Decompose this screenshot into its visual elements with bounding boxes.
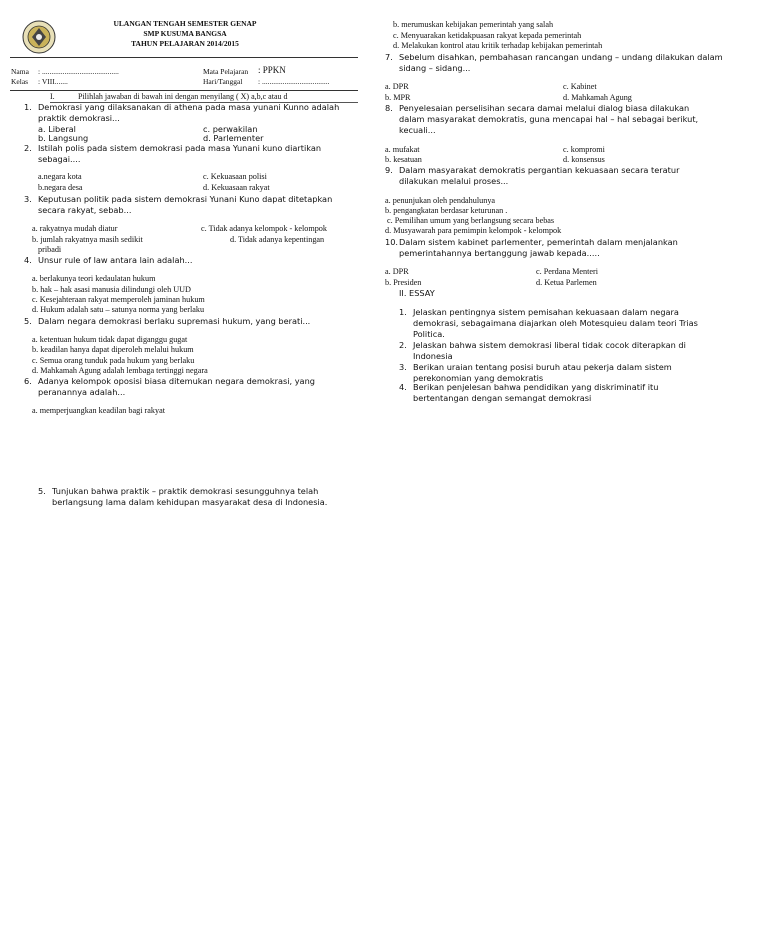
q2-option-b[interactable]: b.negara desa (38, 183, 83, 192)
header-divider (10, 57, 358, 58)
nama-label: Nama (11, 67, 29, 76)
q9-option-a[interactable]: a. penunjukan oleh pendahulunya (385, 196, 496, 205)
q5-option-d[interactable]: d. Mahkamah Agung adalah lembaga tertinggi negara (32, 366, 208, 375)
q10-number: 10. (385, 237, 399, 247)
q6-text: Adanya kelompok oposisi biasa ditemukan negara demokrasi, yang peranannya adalah... (38, 376, 315, 397)
essay2-text: Jelaskan bahwa sistem demokrasi liberal tidak cocok diterapkan di Indonesia (413, 340, 686, 361)
q5-option-c[interactable]: c. Semua orang tunduk pada hukum yang berlaku (32, 356, 195, 365)
q4-text: Unsur rule of law antara lain adalah... (38, 255, 193, 265)
q4-option-a[interactable]: a. berlakunya teori kedaulatan hukum (32, 274, 156, 283)
essay2-number: 2. (399, 340, 407, 350)
q1-option-a[interactable]: a. Liberal (38, 124, 76, 134)
q7-option-a[interactable]: a. DPR (385, 82, 409, 91)
q2-option-a[interactable]: a.negara kota (38, 172, 82, 181)
q10-option-c[interactable]: c. Perdana Menteri (536, 267, 599, 276)
q10-option-a[interactable]: a. DPR (385, 267, 409, 276)
q9-text: Dalam masyarakat demokratis pergantian kekuasaan secara teratur dilakukan melalui proses... (399, 165, 680, 186)
essay1-number: 1. (399, 307, 407, 317)
exam-title: ULANGAN TENGAH SEMESTER GENAP (113, 19, 257, 28)
q7-text: Sebelum disahkan, pembahasan rancangan undang – undang dilakukan dalam sidang – sidang... (399, 52, 723, 73)
school-logo-icon (22, 20, 56, 54)
q3-number: 3. (24, 194, 32, 204)
q8-option-d[interactable]: d. konsensus (563, 155, 605, 164)
school-name: SMP KUSUMA BANGSA (143, 29, 227, 38)
q1-text: Demokrasi yang dilaksanakan di athena pada masa yunani Kunno adalah praktik demokrasi... (38, 102, 340, 123)
essay5-text: Tunjukan bahwa praktik – praktik demokrasi sesungguhnya telah berlangsung lama dalam kehidupan masyarakat desa di Indonesia. (52, 486, 328, 507)
q6-option-c[interactable]: c. Menyuarakan ketidakpuasan rakyat kepada pemerintah (393, 31, 582, 40)
q9-option-b[interactable]: b. pengangkatan berdasar keturunan . (385, 206, 508, 215)
q9-number: 9. (385, 165, 393, 175)
section-instruction: Pilihlah jawaban di bawah ini dengan menyilang ( X) a,b,c atau d (78, 92, 288, 101)
q1-number: 1. (24, 102, 32, 112)
q10-option-d[interactable]: d. Ketua Parlemen (536, 278, 597, 287)
essay3-number: 3. (399, 362, 407, 372)
hari-label: Hari/Tanggal (203, 77, 243, 86)
q6-option-b[interactable]: b. merumuskan kebijakan pemerintah yang salah (393, 20, 554, 29)
nama-field[interactable]: : ......................................... (38, 67, 119, 76)
q4-option-d[interactable]: d. Hukum adalah satu – satunya norma yang berlaku (32, 305, 205, 314)
q2-option-c[interactable]: c. Kekuasaan polisi (203, 172, 267, 181)
q10-option-b[interactable]: b. Presiden (385, 278, 422, 287)
essay3-text: Berikan uraian tentang posisi buruh atau pekerja dalam sistem perekonomian yang demokratis (413, 362, 672, 383)
hari-field[interactable]: : .................................... (258, 77, 330, 86)
essay1-text: Jelaskan pentingnya sistem pemisahan kekuasaan dalam negara demokrasi, sebagaimana diajarkan oleh Motesquieu dalam teori Trias Politica. (413, 307, 698, 339)
q5-option-b[interactable]: b. keadilan hanya dapat diperoleh melalui hukum (32, 345, 194, 354)
q1-option-b[interactable]: b. Langsung (38, 133, 89, 143)
kelas-field[interactable]: : VIII....... (38, 77, 68, 86)
q1-option-d[interactable]: d. Parlementer (203, 133, 264, 143)
q8-text: Penyelesaian perselisihan secara damai melalui dialog biasa dilakukan dalam masyarakat demokratis, guna mencapai hal – hal sebagai berikut, kecuali... (399, 103, 699, 135)
identity-divider (10, 90, 358, 91)
essay4-number: 4. (399, 382, 407, 392)
q5-text: Dalam negara demokrasi berlaku supremasi hukum, yang berati... (38, 316, 311, 326)
q2-option-d[interactable]: d. Kekuasaan rakyat (203, 183, 270, 192)
mapel-label: Mata Pelajaran (203, 67, 249, 76)
q6-number: 6. (24, 376, 32, 386)
essay5-number: 5. (38, 486, 46, 496)
q7-option-d[interactable]: d. Mahkamah Agung (563, 93, 632, 102)
q8-option-c[interactable]: c. kompromi (563, 145, 605, 154)
mapel-field: : PPKN (258, 65, 286, 75)
q7-option-b[interactable]: b. MPR (385, 93, 411, 102)
q8-option-a[interactable]: a. mufakat (385, 145, 420, 154)
kelas-label: Kelas (11, 77, 29, 86)
q6-option-d[interactable]: d. Melakukan kontrol atau kritik terhadap kebijakan pemerintah (393, 41, 603, 50)
q3-option-c[interactable]: c. Tidak adanya kelompok - kelompok (201, 224, 327, 233)
q3-text: Keputusan politik pada sistem demokrasi Yunani Kuno dapat ditetapkan secara rakyat, sebab... (38, 194, 333, 215)
section-number: I. (50, 92, 55, 101)
q5-option-a[interactable]: a. ketentuan hukum tidak dapat diganggu gugat (32, 335, 188, 344)
q4-option-c[interactable]: c. Kesejahteraan rakyat memperoleh jaminan hukum (32, 295, 205, 304)
q3-option-d[interactable]: d. Tidak adanya kepentingan (230, 235, 325, 244)
q3-option-d-cont: pribadi (38, 245, 62, 254)
q3-option-b[interactable]: b. jumlah rakyatnya masih sedikit (32, 235, 143, 244)
q8-number: 8. (385, 103, 393, 113)
q6-option-a[interactable]: a. memperjuangkan keadilan bagi rakyat (32, 406, 165, 415)
q1-option-c[interactable]: c. perwakilan (203, 124, 258, 134)
q7-number: 7. (385, 52, 393, 62)
q9-option-d[interactable]: d. Musyawarah para pemimpin kelompok - kelompok (385, 226, 562, 235)
q2-number: 2. (24, 143, 32, 153)
q9-option-c[interactable]: c. Pemilihan umum yang berlangsung secara bebas (387, 216, 555, 225)
q10-text: Dalam sistem kabinet parlementer, pemerintah dalam menjalankan pemerintahannya bertanggung jawab kepada..... (399, 237, 678, 258)
q5-number: 5. (24, 316, 32, 326)
q8-option-b[interactable]: b. kesatuan (385, 155, 422, 164)
essay4-text: Berikan penjelesan bahwa pendidikan yang diskriminatif itu bertentangan dengan semangat demokrasi (413, 382, 659, 403)
essay-title: II. ESSAY (399, 288, 435, 298)
q2-text: Istilah polis pada sistem demokrasi pada masa Yunani kuno diartikan sebagai.... (38, 143, 322, 164)
q3-option-a[interactable]: a. rakyatnya mudah diatur (32, 224, 118, 233)
q4-number: 4. (24, 255, 32, 265)
q7-option-c[interactable]: c. Kabinet (563, 82, 597, 91)
q4-option-b[interactable]: b. hak – hak asasi manusia dilindungi oleh UUD (32, 285, 191, 294)
school-year: TAHUN PELAJARAN 2014/2015 (131, 39, 239, 48)
